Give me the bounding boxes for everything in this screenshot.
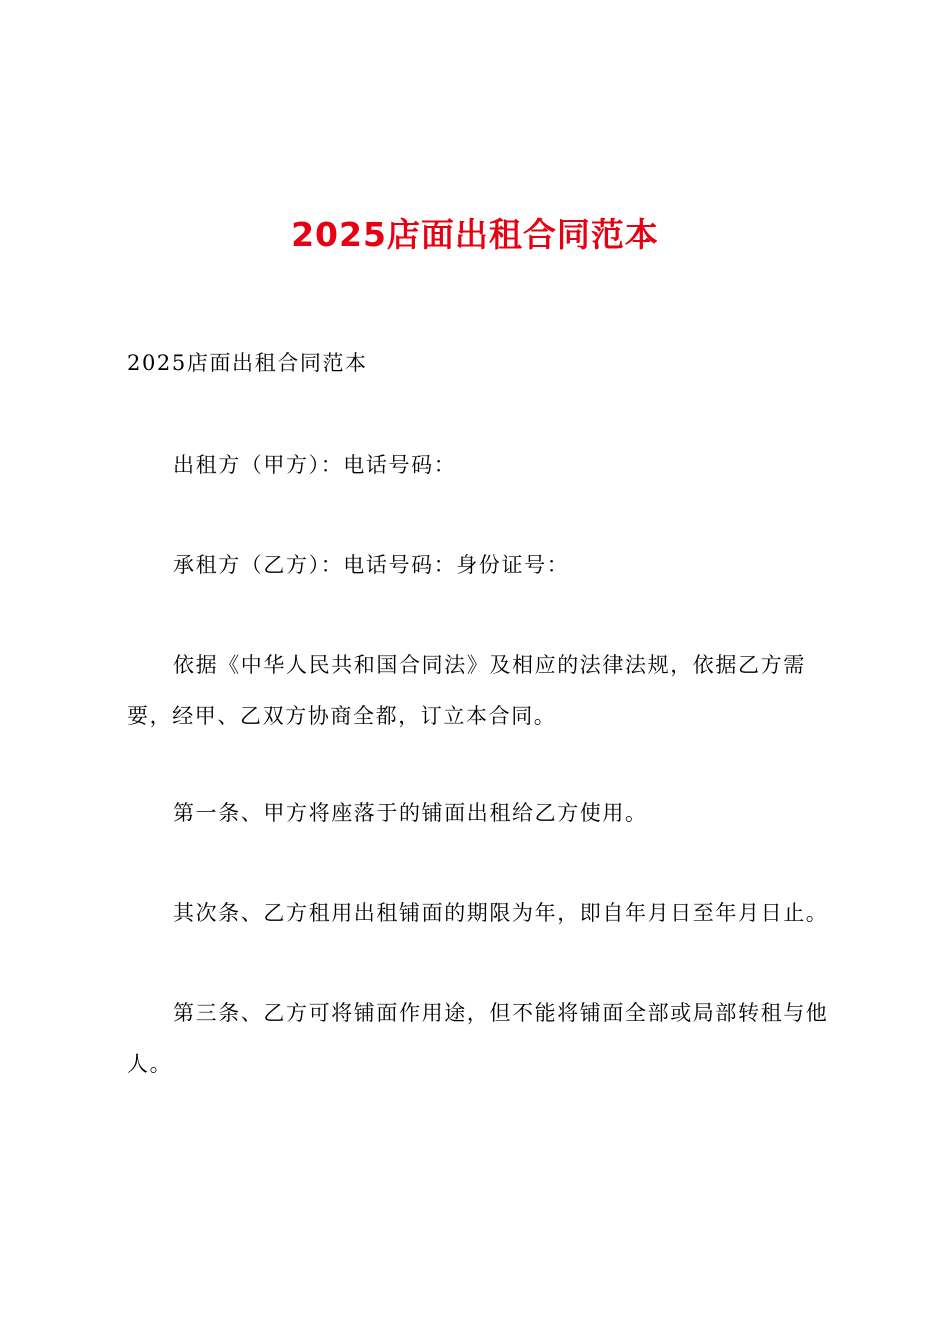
article-2: 其次条、乙方租用出租铺面的期限为年，即自年月日至年月日止。	[173, 901, 829, 925]
contract-basis-paragraph	[127, 640, 833, 742]
contract-basis-line-1: 依据《中华人民共和国合同法》及相应的法律法规，依据乙方需	[173, 653, 806, 677]
document-title: 2025店面出租合同范本	[291, 215, 659, 254]
article-3-line-1: 第三条、乙方可将铺面作用途，但不能将铺面全部或局部转租与他	[173, 1001, 829, 1025]
lessor-line: 出租方（甲方）：电话号码：	[173, 453, 457, 477]
lessee-line: 承租方（乙方）：电话号码：身份证号：	[173, 553, 570, 577]
article-3-paragraph	[127, 988, 833, 1090]
contract-basis-line-2: 要，经甲、乙双方协商全都，订立本合同。	[127, 704, 557, 728]
article-1: 第一条、甲方将座落于的铺面出租给乙方使用。	[173, 801, 648, 825]
article-3-line-2: 人。	[127, 1052, 173, 1076]
document-subtitle: 2025店面出租合同范本	[127, 351, 368, 375]
